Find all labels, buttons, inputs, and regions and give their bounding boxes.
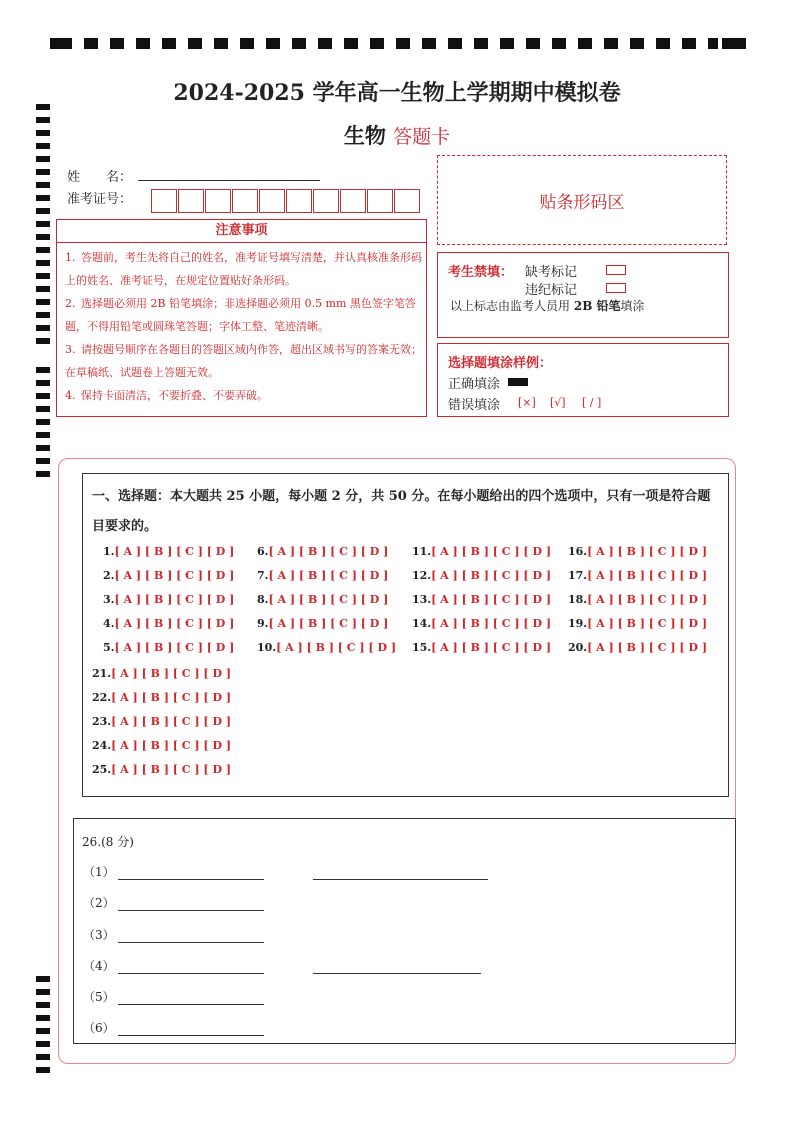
timing-mark xyxy=(36,299,50,305)
timing-mark xyxy=(36,1002,50,1008)
absent-mark-box[interactable] xyxy=(606,265,626,275)
timing-mark xyxy=(36,393,50,399)
wrong-mark: [ / ] xyxy=(582,396,602,409)
question-number: 22. xyxy=(92,691,112,704)
exam-id-digit-box[interactable] xyxy=(367,189,393,213)
timing-mark xyxy=(396,38,410,49)
answer-line[interactable] xyxy=(313,878,488,880)
fill-sample-box xyxy=(437,343,729,417)
wrong-fill-label: 错误填涂 xyxy=(448,398,501,413)
timing-mark xyxy=(708,38,718,49)
exam-id-digit-box[interactable] xyxy=(340,189,366,213)
timing-mark xyxy=(36,1067,50,1073)
q26-title: 26.(8 分) xyxy=(82,835,134,849)
mcq-question[interactable] xyxy=(257,617,388,630)
correct-fill-label: 正确填涂 xyxy=(448,377,501,392)
answer-line[interactable] xyxy=(118,941,264,943)
answer-options[interactable]: [ A ] [ B ] [ C ] [ D ] xyxy=(431,593,552,606)
timing-mark xyxy=(36,156,50,162)
question-number: 15. xyxy=(412,641,432,654)
question-number: 17. xyxy=(568,569,588,582)
timing-mark xyxy=(36,221,50,227)
violation-mark-box[interactable] xyxy=(606,283,626,293)
exam-id-digit-box[interactable] xyxy=(178,189,204,213)
timing-mark xyxy=(630,38,644,49)
timing-mark xyxy=(214,38,228,49)
exam-id-digit-box[interactable] xyxy=(313,189,339,213)
answer-options[interactable]: [ A ] [ B ] [ C ] [ D ] xyxy=(587,617,708,630)
answer-options[interactable]: [ A ] [ B ] [ C ] [ D ] xyxy=(114,593,235,606)
answer-line[interactable] xyxy=(118,1034,264,1036)
mcq-question[interactable] xyxy=(92,739,231,752)
exam-id-digit-box[interactable] xyxy=(394,189,420,213)
mcq-question[interactable] xyxy=(103,593,234,606)
timing-mark xyxy=(36,419,50,425)
answer-card-label: 答题卡 xyxy=(393,126,451,148)
timing-mark xyxy=(136,38,150,49)
notice-item: 3. 请按题号顺序在各题目的答题区域内作答，超出区域书写的答案无效；在草稿纸、试题卷上答题无效。 xyxy=(65,343,422,379)
answer-options[interactable]: [ A ] [ B ] [ C ] [ D ] xyxy=(114,569,235,582)
mcq-question[interactable] xyxy=(568,569,707,582)
timing-mark xyxy=(188,38,202,49)
notice-box xyxy=(56,219,427,417)
forbidden-fill-box xyxy=(437,252,729,338)
question-number: 6. xyxy=(257,545,269,558)
answer-options[interactable]: [ A ] [ B ] [ C ] [ D ] xyxy=(114,617,235,630)
answer-line[interactable] xyxy=(118,972,264,974)
mcq-question[interactable] xyxy=(257,641,396,654)
timing-mark xyxy=(162,38,176,49)
timing-mark xyxy=(36,247,50,253)
timing-mark xyxy=(36,458,50,464)
answer-options[interactable]: [ A ] [ B ] [ C ] [ D ] xyxy=(587,569,708,582)
q26-part-label: （3） xyxy=(83,928,115,942)
mcq-question[interactable] xyxy=(568,617,707,630)
answer-line[interactable] xyxy=(118,1003,264,1005)
timing-mark xyxy=(110,38,124,49)
q26-part-label: （1） xyxy=(83,865,115,879)
notice-item: 2. 选择题必须用 2B 铅笔填涂；非选择题必须用 0.5 mm 黑色签字笔答题，不得用铅笔或圆珠笔答题；字体工整、笔迹清晰。 xyxy=(65,297,416,333)
question-number: 8. xyxy=(257,593,269,606)
mcq-question[interactable] xyxy=(412,593,551,606)
mcq-question[interactable] xyxy=(257,593,388,606)
timing-mark xyxy=(318,38,332,49)
wrong-mark: [×] xyxy=(518,396,536,409)
barcode-area: 贴条形码区 xyxy=(437,155,727,245)
exam-id-digit-box[interactable] xyxy=(232,189,258,213)
timing-mark xyxy=(36,286,50,292)
question-number: 23. xyxy=(92,715,112,728)
subject-label: 生物 xyxy=(343,123,386,148)
timing-mark xyxy=(448,38,462,49)
timing-mark xyxy=(36,445,50,451)
question-number: 3. xyxy=(103,593,115,606)
timing-mark xyxy=(36,406,50,412)
wrong-mark: [√] xyxy=(550,396,566,409)
timing-mark xyxy=(36,195,50,201)
exam-id-digit-box[interactable] xyxy=(205,189,231,213)
mcq-heading: 一、选择题：本大题共 25 小题，每小题 2 分，共 50 分。在每小题给出的四个选项中，只有一项是符合题目要求的。 xyxy=(92,489,711,534)
timing-mark xyxy=(36,260,50,266)
answer-options[interactable]: [ A ] [ B ] [ C ] [ D ] xyxy=(111,667,232,680)
timing-mark xyxy=(552,38,566,49)
timing-mark xyxy=(422,38,436,49)
violation-mark-label: 违纪标记 xyxy=(525,283,578,298)
question-number: 2. xyxy=(103,569,115,582)
timing-mark xyxy=(84,38,98,49)
notice-item: 4. 保持卡面清洁，不要折叠、不要弄破。 xyxy=(65,389,268,402)
question-number: 5. xyxy=(103,641,115,654)
answer-options[interactable]: [ A ] [ B ] [ C ] [ D ] xyxy=(268,569,389,582)
timing-mark xyxy=(36,273,50,279)
answer-options[interactable]: [ A ] [ B ] [ C ] [ D ] xyxy=(111,739,232,752)
question-number: 9. xyxy=(257,617,269,630)
q26-part-label: （4） xyxy=(83,959,115,973)
timing-mark xyxy=(656,38,670,49)
answer-options[interactable]: [ A ] [ B ] [ C ] [ D ] xyxy=(587,593,708,606)
mcq-question[interactable] xyxy=(103,641,234,654)
question-number: 13. xyxy=(412,593,432,606)
exam-id-digit-box[interactable] xyxy=(151,189,177,213)
timing-mark xyxy=(292,38,306,49)
mcq-question[interactable] xyxy=(103,617,234,630)
mcq-question[interactable] xyxy=(412,617,551,630)
answer-options[interactable]: [ A ] [ B ] [ C ] [ D ] xyxy=(268,617,389,630)
answer-line[interactable] xyxy=(313,972,481,974)
question-number: 19. xyxy=(568,617,588,630)
timing-mark xyxy=(36,1054,50,1060)
absent-mark-label: 缺考标记 xyxy=(525,265,578,280)
answer-options[interactable]: [ A ] [ B ] [ C ] [ D ] xyxy=(276,641,397,654)
answer-options[interactable]: [ A ] [ B ] [ C ] [ D ] xyxy=(587,545,708,558)
timing-marks-top xyxy=(50,38,746,50)
question-number: 7. xyxy=(257,569,269,582)
timing-mark xyxy=(474,38,488,49)
timing-mark xyxy=(36,976,50,982)
timing-mark xyxy=(50,38,72,49)
timing-mark xyxy=(36,208,50,214)
timing-mark xyxy=(36,338,50,344)
question-number: 25. xyxy=(92,763,112,776)
mcq-question[interactable] xyxy=(92,691,231,704)
answer-options[interactable]: [ A ] [ B ] [ C ] [ D ] xyxy=(111,763,232,776)
notice-title: 注意事项 xyxy=(57,220,426,243)
mcq-question[interactable] xyxy=(92,715,231,728)
question-number: 24. xyxy=(92,739,112,752)
answer-options[interactable]: [ A ] [ B ] [ C ] [ D ] xyxy=(587,641,708,654)
answer-options[interactable]: [ A ] [ B ] [ C ] [ D ] xyxy=(431,545,552,558)
timing-mark xyxy=(526,38,540,49)
timing-mark xyxy=(36,169,50,175)
question-number: 4. xyxy=(103,617,115,630)
answer-options[interactable]: [ A ] [ B ] [ C ] [ D ] xyxy=(268,545,389,558)
timing-mark xyxy=(36,989,50,995)
question-number: 11. xyxy=(412,545,432,558)
answer-options[interactable]: [ A ] [ B ] [ C ] [ D ] xyxy=(431,569,552,582)
mcq-question[interactable] xyxy=(412,641,551,654)
question-number: 1. xyxy=(103,545,115,558)
question-number: 12. xyxy=(412,569,432,582)
correct-fill-mark xyxy=(508,378,528,386)
timing-mark xyxy=(36,471,50,477)
question-number: 10. xyxy=(257,641,277,654)
timing-mark xyxy=(266,38,280,49)
timing-mark xyxy=(36,1028,50,1034)
page-title: 2024-2025 学年高一生物上学期期中模拟卷 xyxy=(173,80,621,106)
answer-options[interactable]: [ A ] [ B ] [ C ] [ D ] xyxy=(431,641,552,654)
timing-mark xyxy=(500,38,514,49)
answer-options[interactable]: [ A ] [ B ] [ C ] [ D ] xyxy=(268,593,389,606)
exam-id-digit-box[interactable] xyxy=(286,189,312,213)
question-number: 16. xyxy=(568,545,588,558)
timing-mark xyxy=(36,380,50,386)
answer-line[interactable] xyxy=(118,909,264,911)
forbidden-label: 考生禁填： xyxy=(448,265,514,280)
forbidden-note: 以上标志由监考人员用 2B 铅笔填涂 xyxy=(450,299,645,313)
mcq-question[interactable] xyxy=(568,641,707,654)
timing-mark xyxy=(36,432,50,438)
mcq-question[interactable] xyxy=(103,545,234,558)
q26-section xyxy=(73,818,736,1044)
notice-item: 1. 答题前，考生先将自己的姓名，准考证号填写清楚，并认真核准条形码上的姓名、准考证号，在规定位置贴好条形码。 xyxy=(65,251,422,287)
mcq-question[interactable] xyxy=(92,667,231,680)
mcq-question[interactable] xyxy=(568,593,707,606)
answer-options[interactable]: [ A ] [ B ] [ C ] [ D ] xyxy=(114,545,235,558)
answer-options[interactable]: [ A ] [ B ] [ C ] [ D ] xyxy=(431,617,552,630)
timing-mark xyxy=(344,38,358,49)
name-field[interactable] xyxy=(138,180,320,181)
timing-mark xyxy=(36,182,50,188)
timing-mark xyxy=(722,38,746,49)
answer-line[interactable] xyxy=(118,878,264,880)
q26-part-label: （6） xyxy=(83,1021,115,1035)
answer-options[interactable]: [ A ] [ B ] [ C ] [ D ] xyxy=(114,641,235,654)
timing-mark xyxy=(36,234,50,240)
mcq-question[interactable] xyxy=(412,569,551,582)
name-label: 姓 名： xyxy=(67,170,133,185)
answer-options[interactable]: [ A ] [ B ] [ C ] [ D ] xyxy=(111,715,232,728)
mcq-question[interactable] xyxy=(103,569,234,582)
q26-part-label: （5） xyxy=(83,990,115,1004)
timing-mark xyxy=(682,38,696,49)
mcq-question[interactable] xyxy=(257,545,388,558)
mcq-question[interactable] xyxy=(257,569,388,582)
timing-mark xyxy=(36,367,50,373)
answer-options[interactable]: [ A ] [ B ] [ C ] [ D ] xyxy=(111,691,232,704)
exam-id-digit-box[interactable] xyxy=(259,189,285,213)
card-subtitle xyxy=(0,120,794,150)
question-number: 21. xyxy=(92,667,112,680)
exam-id-boxes[interactable] xyxy=(151,189,421,213)
timing-mark xyxy=(578,38,592,49)
q26-part-label: （2） xyxy=(83,896,115,910)
question-number: 18. xyxy=(568,593,588,606)
sample-title: 选择题填涂样例： xyxy=(448,356,553,371)
exam-id-label: 准考证号： xyxy=(67,192,133,207)
timing-mark xyxy=(36,325,50,331)
timing-mark xyxy=(604,38,618,49)
timing-mark xyxy=(36,1041,50,1047)
mcq-question[interactable] xyxy=(92,763,231,776)
timing-mark xyxy=(240,38,254,49)
mcq-question[interactable] xyxy=(412,545,551,558)
timing-mark xyxy=(36,312,50,318)
question-number: 14. xyxy=(412,617,432,630)
timing-mark xyxy=(36,1015,50,1021)
question-number: 20. xyxy=(568,641,588,654)
timing-mark xyxy=(370,38,384,49)
mcq-question[interactable] xyxy=(568,545,707,558)
